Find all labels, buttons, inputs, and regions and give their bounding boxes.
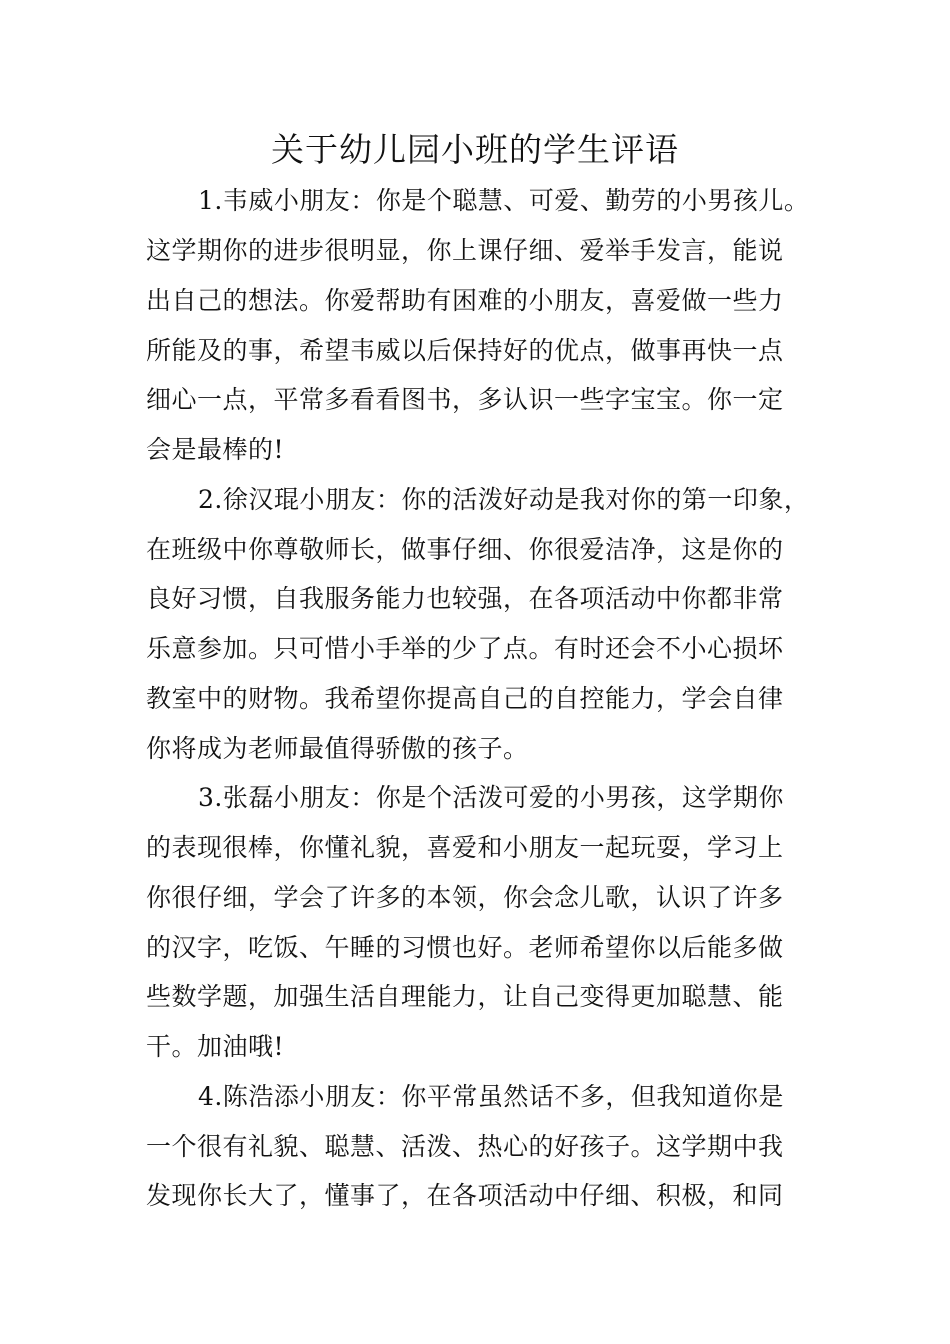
text-line: 的汉字，吃饭、午睡的习惯也好。老师希望你以后能多做 xyxy=(146,933,784,962)
text-line: 一个很有礼貌、聪慧、活泼、热心的好孩子。这学期中我 xyxy=(146,1132,784,1161)
text-line: 这学期你的进步很明显，你上课仔细、爱举手发言，能说 xyxy=(146,236,784,265)
text-line: 的表现很棒，你懂礼貌，喜爱和小朋友一起玩耍，学习上 xyxy=(146,833,784,862)
text-line: 细心一点，平常多看看图书，多认识一些字宝宝。你一定 xyxy=(146,385,784,414)
text-line: 你将成为老师最值得骄傲的孩子。 xyxy=(146,734,529,763)
text-line: 所能及的事，希望韦威以后保持好的优点，做事再快一点 xyxy=(146,336,784,365)
text-line: 1.韦威小朋友：你是个聪慧、可爱、勤劳的小男孩儿。 xyxy=(198,186,810,215)
text-line: 教室中的财物。我希望你提高自己的自控能力，学会自律 xyxy=(146,684,784,713)
text-line: 些数学题，加强生活自理能力，让自己变得更加聪慧、能 xyxy=(146,982,784,1011)
text-line: 你很仔细，学会了许多的本领，你会念儿歌，认识了许多 xyxy=(146,883,784,912)
text-line: 乐意参加。只可惜小手举的少了点。有时还会不小心损坏 xyxy=(146,634,784,663)
text-line: 良好习惯，自我服务能力也较强，在各项活动中你都非常 xyxy=(146,584,784,613)
text-line: 发现你长大了，懂事了，在各项活动中仔细、积极，和同 xyxy=(146,1181,784,1210)
text-line: 3.张磊小朋友：你是个活泼可爱的小男孩，这学期你 xyxy=(198,783,784,812)
text-line: 会是最棒的! xyxy=(146,435,285,464)
text-line: 2.徐汉琨小朋友：你的活泼好动是我对你的第一印象， xyxy=(198,485,810,514)
text-line: 4.陈浩添小朋友：你平常虽然话不多，但我知道你是 xyxy=(198,1082,784,1111)
text-line: 干。加油哦! xyxy=(146,1032,285,1061)
document-title: 关于幼儿园小班的学生评语 xyxy=(271,130,679,169)
text-line: 在班级中你尊敬师长，做事仔细、你很爱洁净，这是你的 xyxy=(146,535,784,564)
text-line: 出自己的想法。你爱帮助有困难的小朋友，喜爱做一些力 xyxy=(146,286,784,315)
